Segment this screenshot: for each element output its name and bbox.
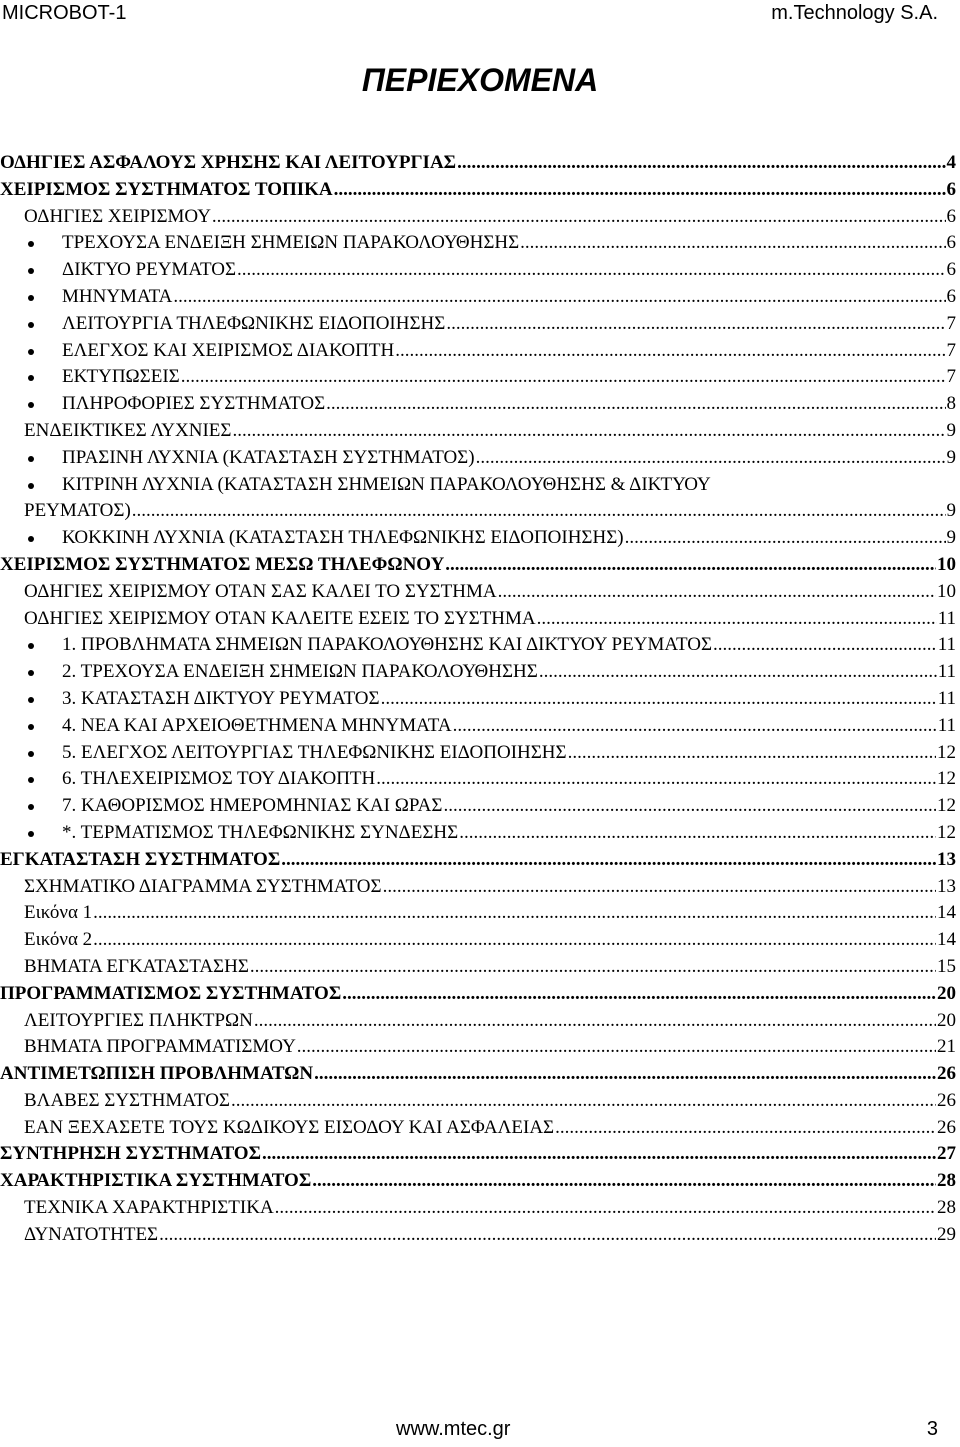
toc-entry[interactable]: [0, 740, 956, 766]
toc-entry-page: 11: [937, 661, 956, 683]
toc-entry-title: ΣΥΝΤΗΡΗΣΗ ΣΥΣΤΗΜΑΤΟΣ: [0, 1143, 262, 1165]
toc-entry-title: 5. ΕΛΕΓΧΟΣ ΛΕΙΤΟΥΡΓΙΑΣ ΤΗΛΕΦΩΝΙΚΗΣ ΕΙΔΟΠΟΙΗΣΗΣ: [62, 741, 567, 763]
toc-entry[interactable]: [0, 230, 956, 256]
toc-entry-title: ΟΔΗΓΙΕΣ ΑΣΦΑΛΟΥΣ ΧΡΗΣΗΣ ΚΑΙ ΛΕΙΤΟΥΡΓΙΑΣ: [0, 152, 457, 173]
toc-entry-title: ΧΕΙΡΙΣΜΟΣ ΣΥΣΤΗΜΑΤΟΣ ΤΟΠΙΚΑ: [0, 178, 333, 200]
toc-dot-leader: [281, 847, 936, 873]
toc-entry-page: 28: [937, 1170, 956, 1192]
toc-entry-title: 7. ΚΑΘΟΡΙΣΜΟΣ ΗΜΕΡΟΜΗΝΙΑΣ ΚΑΙ ΩΡΑΣ: [62, 795, 443, 817]
toc-entry-page: 26: [937, 1089, 956, 1111]
toc-entry-page: 10: [937, 553, 956, 575]
toc-entry-page: 11: [937, 714, 956, 736]
toc-entry[interactable]: [0, 954, 956, 980]
toc-dot-leader: [314, 1061, 936, 1087]
toc-entry-page: 26: [937, 1063, 956, 1085]
bullet-icon: [28, 349, 34, 355]
toc-entry-title: ΜΗΝΥΜΑΤΑ: [62, 285, 173, 307]
toc-dot-leader: [231, 1088, 936, 1114]
toc-dot-leader: [237, 257, 945, 283]
toc-dot-leader: [275, 1195, 936, 1221]
toc-dot-leader: [181, 364, 946, 390]
toc-entry-title: ΒΗΜΑΤΑ ΕΓΚΑΤΑΣΤΑΣΗΣ: [24, 955, 249, 977]
bullet-icon: [28, 804, 34, 810]
toc-entry[interactable]: [0, 606, 956, 632]
toc-dot-leader: [159, 1222, 936, 1248]
toc-entry-page: 4: [946, 152, 956, 173]
toc-entry-title: ΑΝΤΙΜΕΤΩΠΙΣΗ ΠΡΟΒΛΗΜΑΤΩΝ: [0, 1063, 314, 1085]
toc-dot-leader: [446, 311, 945, 337]
bullet-icon: [28, 456, 34, 462]
toc-entry[interactable]: [0, 338, 956, 364]
toc-entry-page: 11: [937, 634, 956, 656]
toc-entry-page: 11: [937, 687, 956, 709]
toc-entry-title: ΛΕΙΤΟΥΡΓΙΕΣ ΠΛΗΚΤΡΩΝ: [24, 1009, 253, 1031]
bullet-icon: [28, 483, 34, 489]
toc-entry-page: 14: [937, 902, 956, 924]
toc-entry-page: 9: [946, 419, 956, 441]
toc-entry-title: Εικόνα 1: [24, 902, 93, 924]
toc-entry[interactable]: [0, 847, 956, 873]
toc-entry[interactable]: [0, 820, 956, 846]
toc-entry-page: 15: [937, 955, 956, 977]
toc-entry-page: 27: [937, 1143, 956, 1165]
toc-dot-leader: [334, 177, 946, 203]
toc-entry-title: ΕΛΕΓΧΟΣ ΚΑΙ ΧΕΙΡΙΣΜΟΣ ΔΙΑΚΟΠΤΗ: [62, 339, 395, 361]
toc-entry[interactable]: [0, 391, 956, 417]
bullet-icon: [28, 697, 34, 703]
toc-entry-title: ΠΡΟΓΡΑΜΜΑΤΙΣΜΟΣ ΣΥΣΤΗΜΑΤΟΣ: [0, 982, 342, 1004]
toc-entry[interactable]: [0, 498, 956, 524]
toc-entry[interactable]: [0, 1115, 956, 1141]
toc-entry[interactable]: [0, 1088, 956, 1114]
bullet-icon: [28, 831, 34, 837]
toc-entry-title: ΚΟΚΚΙΝΗ ΛΥΧΝΙΑ (ΚΑΤΑΣΤΑΣΗ ΤΗΛΕΦΩΝΙΚΗΣ ΕΙΔΟΠΟΙΗΣΗΣ): [62, 527, 624, 549]
toc-entry-title: ΚΙΤΡΙΝΗ ΛΥΧΝΙΑ (ΚΑΤΑΣΤΑΣΗ ΣΗΜΕΙΩΝ ΠΑΡΑΚΟΛΟΥΘΗΣΗΣ & ΔΙΚΤΥΟΥ: [62, 473, 711, 495]
toc-entry-page: 7: [946, 366, 956, 388]
toc-entry-page: 21: [937, 1036, 956, 1058]
toc-entry-page: 29: [937, 1223, 956, 1245]
toc-entry[interactable]: [0, 900, 956, 926]
toc-entry[interactable]: [0, 686, 956, 712]
toc-entry-title: 1. ΠΡΟΒΛΗΜΑΤΑ ΣΗΜΕΙΩΝ ΠΑΡΑΚΟΛΟΥΘΗΣΗΣ ΚΑΙ ΔΙΚΤΥΟΥ ΡΕΥΜΑΤΟΣ: [62, 634, 713, 656]
toc-entry-page: 12: [937, 768, 956, 790]
toc-entry[interactable]: [0, 1168, 956, 1194]
toc-entry[interactable]: [0, 1008, 956, 1034]
toc-entry-title: ΧΑΡΑΚΤΗΡΙΣΤΙΚΑ ΣΥΣΤΗΜΑΤΟΣ: [0, 1170, 312, 1192]
footer-page-number: 3: [926, 1418, 938, 1440]
toc-entry-title: ΠΡΑΣΙΝΗ ΛΥΧΝΙΑ (ΚΑΤΑΣΤΑΣΗ ΣΥΣΤΗΜΑΤΟΣ): [62, 446, 475, 468]
toc-entry[interactable]: [0, 874, 956, 900]
toc-entry-title: ΤΕΧΝΙΚΑ ΧΑΡΑΚΤΗΡΙΣΤΙΚΑ: [24, 1197, 274, 1219]
toc-dot-leader: [342, 981, 936, 1007]
toc-entry-title: 4. ΝΕΑ ΚΑΙ ΑΡΧΕΙΟΘΕΤΗΜΕΝΑ ΜΗΝΥΜΑΤΑ: [62, 714, 452, 736]
toc-entry-page: 6: [946, 205, 956, 227]
bullet-icon: [28, 670, 34, 676]
toc-entry-title: ΛΕΙΤΟΥΡΓΙΑ ΤΗΛΕΦΩΝΙΚΗΣ ΕΙΔΟΠΟΙΗΣΗΣ: [62, 312, 446, 334]
toc-entry[interactable]: [0, 927, 956, 953]
toc-dot-leader: [498, 579, 936, 605]
toc-dot-leader: [254, 1008, 936, 1034]
toc-entry[interactable]: [0, 418, 956, 444]
toc-entry[interactable]: [0, 1061, 956, 1087]
toc-entry-title: ΕΚΤΥΠΩΣΕΙΣ: [62, 366, 180, 388]
toc-entry-title: ΧΕΙΡΙΣΜΟΣ ΣΥΣΤΗΜΑΤΟΣ ΜΕΣΩ ΤΗΛΕΦΩΝΟΥ: [0, 553, 445, 575]
toc-entry[interactable]: [0, 525, 956, 551]
toc-dot-leader: [445, 552, 936, 578]
toc-dot-leader: [443, 793, 936, 819]
toc-dot-leader: [568, 740, 936, 766]
toc-entry-page: 12: [937, 821, 956, 843]
toc-entry[interactable]: [0, 766, 956, 792]
toc-entry[interactable]: [0, 1141, 956, 1167]
toc-entry-page: 20: [937, 1009, 956, 1031]
toc-entry[interactable]: [0, 1222, 956, 1248]
toc-entry-page: 13: [937, 875, 956, 897]
toc-dot-leader: [539, 659, 937, 685]
toc-entry-page: 28: [937, 1197, 956, 1219]
toc-entry[interactable]: [0, 445, 956, 471]
bullet-icon: [28, 724, 34, 730]
toc-entry-title: ΕΓΚΑΤΑΣΤΑΣΗ ΣΥΣΤΗΜΑΤΟΣ: [0, 848, 281, 870]
toc-entry-page: 10: [937, 580, 956, 602]
bullet-icon: [28, 295, 34, 301]
toc-entry[interactable]: [0, 284, 956, 310]
bullet-icon: [28, 777, 34, 783]
toc-entry-title: ΠΛΗΡΟΦΟΡΙΕΣ ΣΥΣΤΗΜΑΤΟΣ: [62, 393, 326, 415]
toc-entry[interactable]: [0, 311, 956, 337]
toc-entry-title: ΔΙΚΤΥΟ ΡΕΥΜΑΤΟΣ: [62, 259, 237, 281]
toc-entry[interactable]: [0, 659, 956, 685]
toc-entry-page: 7: [946, 339, 956, 361]
toc-dot-leader: [383, 874, 936, 900]
toc-entry-page: 12: [937, 741, 956, 763]
toc-entry-title: ΤΡΕΧΟΥΣΑ ΕΝΔΕΙΞΗ ΣΗΜΕΙΩΝ ΠΑΡΑΚΟΛΟΥΘΗΣΗΣ: [62, 232, 520, 254]
bullet-icon: [28, 322, 34, 328]
toc-entry-page: 11: [937, 607, 956, 629]
toc-entry-title: ΕΑΝ ΞΕΧΑΣΕΤΕ ΤΟΥΣ ΚΩΔΙΚΟΥΣ ΕΙΣΟΔΟΥ ΚΑΙ ΑΣΦΑΛΕΙΑΣ: [24, 1116, 555, 1138]
toc-entry[interactable]: [0, 1195, 956, 1221]
toc-dot-leader: [173, 284, 945, 310]
toc-entry-title: ΡΕΥΜΑΤΟΣ): [24, 500, 131, 522]
footer-url[interactable]: www.mtec.gr: [396, 1418, 511, 1440]
toc-dot-leader: [520, 230, 945, 256]
toc-entry-page: 14: [937, 929, 956, 951]
toc-entry-page: 9: [946, 446, 956, 468]
toc-dot-leader: [453, 713, 937, 739]
toc-dot-leader: [395, 338, 945, 364]
toc-entry-page: 6: [946, 259, 956, 281]
toc-entry-page: 9: [946, 500, 956, 522]
toc-entry-page: 7: [946, 312, 956, 334]
toc-dot-leader: [93, 927, 936, 953]
toc-entry[interactable]: [0, 713, 956, 739]
toc-dot-leader: [297, 1034, 936, 1060]
bullet-icon: [28, 268, 34, 274]
toc-dot-leader: [232, 418, 945, 444]
toc-entry[interactable]: [0, 257, 956, 283]
page-title: ΠΕΡΙΕΧΟΜΕΝΑ: [361, 62, 599, 98]
bullet-icon: [28, 643, 34, 649]
toc-entry-title: ΒΛΑΒΕΣ ΣΥΣΤΗΜΑΤΟΣ: [24, 1089, 230, 1111]
toc-entry[interactable]: [0, 552, 956, 578]
toc-entry[interactable]: [0, 364, 956, 390]
toc-entry-page: 8: [946, 393, 956, 415]
toc-entry-page: 6: [946, 232, 956, 254]
toc-entry-title: ΟΔΗΓΙΕΣ ΧΕΙΡΙΣΜΟΥ: [24, 205, 211, 227]
toc-dot-leader: [250, 954, 936, 980]
toc-entry[interactable]: [0, 632, 956, 658]
toc-entry[interactable]: [0, 981, 956, 1007]
toc-entry[interactable]: [0, 793, 956, 819]
toc-entry-page: 6: [946, 285, 956, 307]
toc-entry[interactable]: [0, 177, 956, 203]
toc-entry-title: 6. ΤΗΛΕΧΕΙΡΙΣΜΟΣ ΤΟΥ ΔΙΑΚΟΠΤΗ: [62, 768, 376, 790]
toc-entry-page: 9: [946, 527, 956, 549]
header-company-name: m.Technology S.A.: [771, 2, 938, 24]
toc-entry-title: ΕΝΔΕΙΚΤΙΚΕΣ ΛΥΧΝΙΕΣ: [24, 419, 232, 441]
toc-entry-title: *. ΤΕΡΜΑΤΙΣΜΟΣ ΤΗΛΕΦΩΝΙΚΗΣ ΣΥΝΔΕΣΗΣ: [62, 821, 459, 843]
toc-dot-leader: [381, 686, 937, 712]
toc-entry[interactable]: [0, 150, 956, 176]
toc-entry[interactable]: [0, 579, 956, 605]
toc-entry[interactable]: [0, 1034, 956, 1060]
toc-dot-leader: [625, 525, 946, 551]
toc-entry-page: 6: [946, 178, 956, 200]
toc-dot-leader: [312, 1168, 936, 1194]
toc-dot-leader: [93, 900, 936, 926]
bullet-icon: [28, 751, 34, 757]
bullet-icon: [28, 402, 34, 408]
toc-entry-title: ΔΥΝΑΤΟΤΗΤΕΣ: [24, 1223, 159, 1245]
bullet-icon: [28, 536, 34, 542]
toc-entry-title: ΟΔΗΓΙΕΣ ΧΕΙΡΙΣΜΟΥ ΟΤΑΝ ΚΑΛΕΙΤΕ ΕΣΕΙΣ ΤΟ ΣΥΣΤΗΜΑ: [24, 607, 536, 629]
bullet-icon: [28, 375, 34, 381]
table-of-contents: [0, 150, 956, 1249]
toc-entry-title: ΟΔΗΓΙΕΣ ΧΕΙΡΙΣΜΟΥ ΟΤΑΝ ΣΑΣ ΚΑΛΕΙ ΤΟ ΣΥΣΤΗΜΑ: [24, 580, 497, 602]
toc-dot-leader: [262, 1141, 936, 1167]
toc-dot-leader: [555, 1115, 936, 1141]
toc-entry-page: 13: [937, 848, 956, 870]
toc-entry[interactable]: [0, 472, 956, 498]
toc-dot-leader: [376, 766, 936, 792]
toc-dot-leader: [212, 204, 946, 230]
toc-entry-title: 3. ΚΑΤΑΣΤΑΣΗ ΔΙΚΤΥΟΥ ΡΕΥΜΑΤΟΣ: [62, 687, 380, 709]
bullet-icon: [28, 241, 34, 247]
toc-dot-leader: [459, 820, 936, 846]
toc-entry-page: 12: [937, 795, 956, 817]
toc-entry-title: ΣΧΗΜΑΤΙΚΟ ΔΙΑΓΡΑΜΜΑ ΣΥΣΤΗΜΑΤΟΣ: [24, 875, 382, 897]
toc-entry-page: 26: [937, 1116, 956, 1138]
toc-dot-leader: [537, 606, 937, 632]
toc-dot-leader: [476, 445, 946, 471]
toc-dot-leader: [132, 498, 946, 524]
toc-dot-leader: [457, 150, 945, 176]
toc-entry-title: Εικόνα 2: [24, 929, 93, 951]
toc-entry[interactable]: [0, 204, 956, 230]
toc-entry-title: 2. ΤΡΕΧΟΥΣΑ ΕΝΔΕΙΞΗ ΣΗΜΕΙΩΝ ΠΑΡΑΚΟΛΟΥΘΗΣΗΣ: [62, 661, 538, 683]
toc-entry-page: 20: [937, 982, 956, 1004]
toc-entry-title: ΒΗΜΑΤΑ ΠΡΟΓΡΑΜΜΑΤΙΣΜΟΥ: [24, 1036, 296, 1058]
toc-dot-leader: [713, 632, 937, 658]
header-product-name: MICROBOT-1: [2, 2, 127, 24]
toc-dot-leader: [326, 391, 945, 417]
